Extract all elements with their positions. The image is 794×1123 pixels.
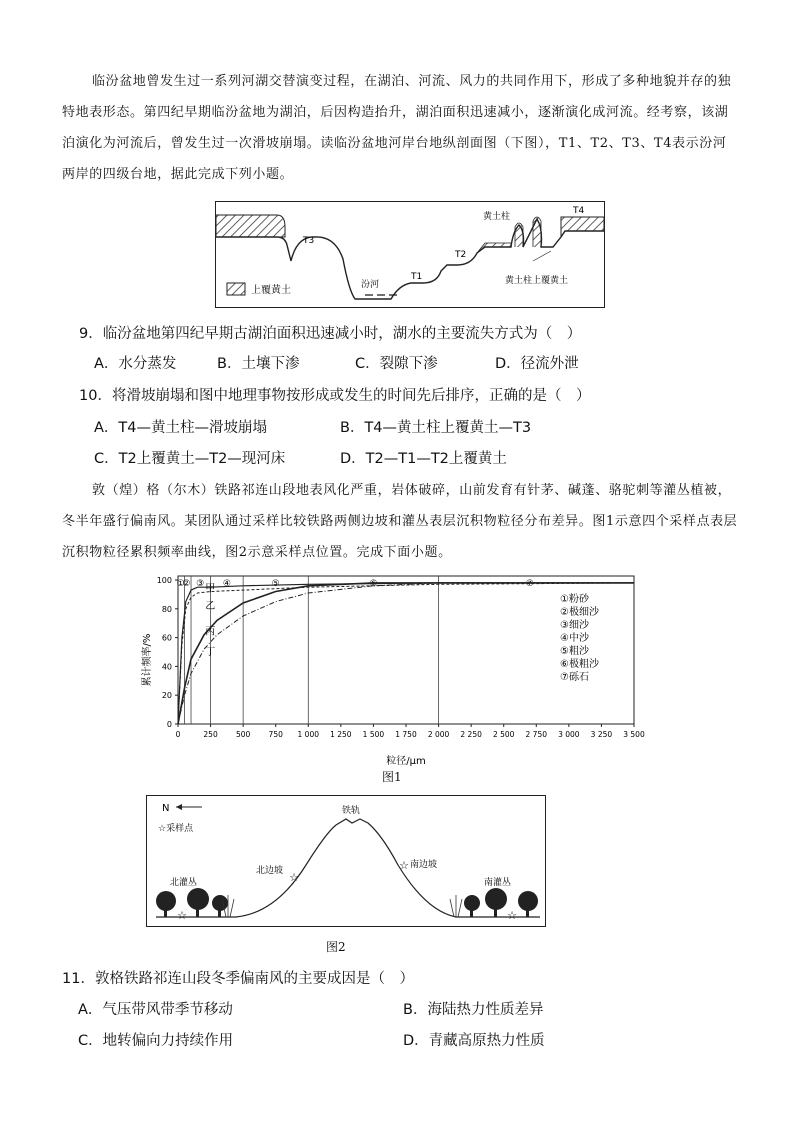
legend-item: ⑥极粗沙 bbox=[560, 659, 599, 670]
series-label: 丁 bbox=[205, 646, 216, 658]
x-tick-label: 2 500 bbox=[492, 730, 515, 739]
label-pillar: 黄土柱 bbox=[483, 212, 511, 222]
figure2-caption: 图2 bbox=[326, 940, 346, 954]
rail-label: 铁轨 bbox=[342, 806, 361, 816]
chart-ylabel: 累计频率/% bbox=[142, 633, 153, 687]
label-t3: T3 bbox=[303, 236, 315, 246]
x-tick-label: 1 750 bbox=[395, 730, 417, 739]
legend-sample-point: ☆采样点 bbox=[158, 824, 194, 834]
series-label: 丙 bbox=[205, 626, 216, 638]
legend-item: ④中沙 bbox=[560, 633, 589, 644]
sampling-sites-figure bbox=[146, 795, 546, 927]
y-tick-label: 100 bbox=[156, 576, 172, 585]
sample-star-icon: ☆ bbox=[289, 871, 299, 884]
label-t1: T1 bbox=[411, 272, 423, 282]
zone-label: ⑥ bbox=[369, 579, 378, 589]
label-pillar-cover: 黄土柱上覆黄土 bbox=[505, 276, 569, 286]
x-tick-label: 2 250 bbox=[460, 730, 482, 739]
q9-option-b[interactable]: B．土壤下渗 bbox=[217, 356, 300, 372]
q10-option-a[interactable]: A．T4—黄土柱—滑坡崩塌 bbox=[94, 420, 268, 436]
series-label: 乙 bbox=[205, 600, 216, 612]
passage-2 bbox=[62, 475, 738, 568]
q11-option-c[interactable]: C．地转偏向力持续作用 bbox=[78, 1033, 234, 1049]
x-tick-label: 1 000 bbox=[297, 730, 320, 739]
q9-option-c[interactable]: C．裂隙下渗 bbox=[355, 356, 438, 372]
q10-option-d[interactable]: D．T2—T1—T2上覆黄土 bbox=[340, 451, 507, 467]
question-10: 10．将滑坡崩塌和图中地理事物按形成或发生的时间先后排序，正确的是（ ） bbox=[79, 388, 591, 404]
x-tick-label: 3 500 bbox=[623, 730, 645, 739]
q9-option-a[interactable]: A．水分蒸发 bbox=[94, 356, 177, 372]
y-tick-label: 40 bbox=[161, 662, 172, 672]
x-tick-label: 500 bbox=[235, 730, 251, 739]
north-slope-label: 北边坡 bbox=[256, 866, 284, 876]
x-tick-label: 2 750 bbox=[525, 730, 548, 739]
y-tick-label: 20 bbox=[161, 691, 172, 701]
zone-label: ⑤ bbox=[271, 579, 280, 589]
passage-2-text: 敦（煌）格（尔木）铁路祁连山段地表风化严重，岩体破碎，山前发育有针茅、碱蓬、骆驼刺等灌丛植被，冬半年盛行偏南风。某团队通过采样比较铁路两侧边坡和灌丛表层沉积物粒径分布差异。图1示意四个采样点表层沉积物粒径累积频率曲线，图2示意采样点位置。完成下面小题。 bbox=[62, 483, 738, 560]
y-tick-label: 80 bbox=[161, 604, 172, 614]
y-tick-label: 0 bbox=[166, 720, 172, 729]
q9-option-d[interactable]: D．径流外泄 bbox=[495, 356, 579, 372]
x-tick-label: 3 000 bbox=[558, 730, 580, 739]
south-shrub-label: 南灌丛 bbox=[484, 878, 512, 888]
q10-option-b[interactable]: B．T4—黄土柱上覆黄土—T3 bbox=[340, 420, 532, 436]
grain-size-chart-svg bbox=[136, 570, 646, 770]
north-shrub-label: 北灌丛 bbox=[170, 878, 198, 888]
legend-item: ③细沙 bbox=[560, 620, 589, 631]
x-tick-label: 1 500 bbox=[362, 730, 385, 739]
zone-label: ② bbox=[182, 579, 191, 589]
passage-1 bbox=[62, 66, 738, 190]
legend-item: ⑦砾石 bbox=[560, 672, 589, 683]
legend-item: ⑤粗沙 bbox=[560, 646, 589, 657]
question-9: 9．临汾盆地第四纪早期古湖泊面积迅速减小时，湖水的主要流失方式为（ ） bbox=[79, 326, 582, 342]
q11-option-a[interactable]: A．气压带风带季节移动 bbox=[78, 1002, 233, 1018]
zone-label: ④ bbox=[222, 579, 231, 589]
x-tick-label: 0 bbox=[175, 730, 181, 739]
x-tick-label: 2 000 bbox=[427, 730, 450, 739]
chart-xlabel: 粒径/μm bbox=[386, 756, 426, 767]
y-tick-label: 60 bbox=[161, 633, 172, 643]
chart-caption: 图1 bbox=[382, 770, 402, 784]
south-slope-label: 南边坡 bbox=[410, 860, 438, 870]
q11-option-d[interactable]: D．青藏高原热力性质 bbox=[403, 1033, 545, 1049]
zone-label: ① bbox=[176, 579, 185, 589]
sample-star-icon: ☆ bbox=[177, 909, 187, 922]
grain-size-chart bbox=[136, 570, 646, 770]
zone-label: ③ bbox=[196, 579, 205, 589]
question-11: 11．敦格铁路祁连山段冬季偏南风的主要成因是（ ） bbox=[62, 971, 414, 987]
label-t4: T4 bbox=[573, 206, 585, 216]
series-label: 甲 bbox=[205, 583, 216, 595]
label-t2: T2 bbox=[455, 250, 467, 260]
sample-star-icon: ☆ bbox=[399, 859, 409, 872]
q11-option-b[interactable]: B．海陆热力性质差异 bbox=[403, 1002, 544, 1018]
q10-option-c[interactable]: C．T2上覆黄土—T2—现河床 bbox=[94, 451, 286, 467]
terrace-profile-figure bbox=[215, 201, 605, 308]
x-tick-label: 3 250 bbox=[590, 730, 613, 739]
sample-star-icon: ☆ bbox=[507, 909, 517, 922]
legend-cover-loess: 上覆黄土 bbox=[251, 285, 291, 296]
passage-1-text: 临汾盆地曾发生过一系列河湖交替演变过程，在湖泊、河流、风力的共同作用下，形成了多种地貌并存的独特地表形态。第四纪早期临汾盆地为湖泊，后因构造抬升，湖泊面积迅速减小，逐渐演化成河流。经考察，该湖泊演化为河流后，曾发生过一次滑坡崩塌。读临汾盆地河岸台地纵剖面图（下图），T1、T2、T3、T4表示汾河两岸的四级台地，据此完成下列小题。 bbox=[62, 74, 732, 182]
x-tick-label: 750 bbox=[268, 730, 283, 739]
x-tick-label: 250 bbox=[203, 730, 218, 739]
label-river: 汾河 bbox=[361, 280, 380, 290]
x-tick-label: 1 250 bbox=[330, 730, 352, 739]
north-arrow-label: N bbox=[162, 803, 170, 814]
legend-item: ②极细沙 bbox=[560, 607, 599, 618]
zone-label: ⑦ bbox=[525, 579, 534, 589]
legend-item: ①粉砂 bbox=[560, 594, 589, 605]
